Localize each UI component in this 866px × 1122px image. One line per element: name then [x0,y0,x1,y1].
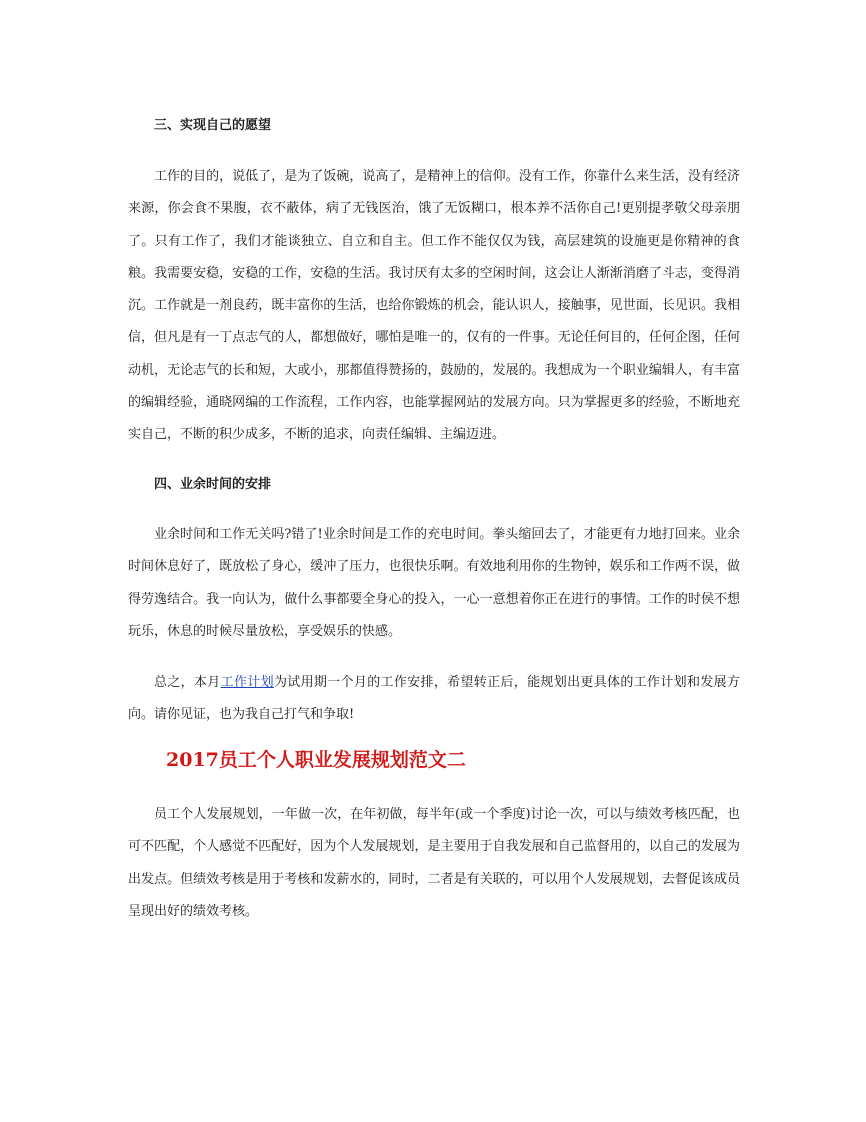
summary-text-after: 为试用期一个月的工作安排，希望转正后，能规划出更具体的工作计划和发展方向。请你见证，也为我自己打气和争取! [128,675,740,723]
article-title: 2017员工个人职业发展规划范文二 [166,749,466,771]
section-paragraph-wishes: 工作的目的，说低了，是为了饭碗，说高了，是精神上的信仰。没有工作，你靠什么来生活，没有经济来源，你会食不果腹，衣不蔽体，病了无钱医治，饿了无饭糊口，根本养不活你自己!更别提孝敬父母亲朋了。只有工作了，我们才能谈独立、自立和自主。但工作不能仅仅为钱，高层建筑的设施更是你精神的食粮。我需要安稳，安稳的工作，安稳的生活。我讨厌有太多的空闲时间，这会让人渐渐消磨了斗志，变得消沉。工作就是一剂良药，既丰富你的生活，也给你锻炼的机会，能认识人，接触事，见世面，长见识。我相信，但凡是有一丁点志气的人，都想做好，哪怕是唯一的，仅有的一件事。无论任何目的，任何企图，任何动机，无论志气的长和短，大或小，那都值得赞扬的，鼓励的，发展的。我想成为一个职业编辑人，有丰富的编辑经验，通晓网编的工作流程，工作内容，也能掌握网站的发展方向。只为掌握更多的经验，不断地充实自己，不断的积少成多，不断的追求，向责任编辑、主编迈进。 [128,169,740,443]
section-paragraph-spare-time: 业余时间和工作无关吗?错了!业余时间是工作的充电时间。拳头缩回去了，才能更有力地打回来。业余时间休息好了，既放松了身心，缓冲了压力，也很快乐啊。有效地利用你的生物钟，娱乐和工作两不误，做得劳逸结合。我一向认为，做什么事都要全身心的投入，一心一意想着你正在进行的事情。工作的时侯不想玩乐，休息的时候尽量放松，享受娱乐的快感。 [128,527,740,639]
section-heading-spare-time: 四、业余时间的安排 [154,477,272,492]
summary-text-before: 总之，本月 [154,675,221,690]
work-plan-link[interactable]: 工作计划 [220,675,274,690]
section-heading-wishes: 三、实现自己的愿望 [154,118,272,133]
summary-paragraph [128,667,740,732]
article-paragraph: 员工个人发展规划，一年做一次，在年初做，每半年(或一个季度)讨论一次，可以与绩效考核匹配，也可不匹配，个人感觉不匹配好，因为个人发展规划，是主要用于自我发展和自己监督用的，以自己的发展为出发点。但绩效考核是用于考核和发薪水的，同时，二者是有关联的，可以用个人发展规划，去督促该成员呈现出好的绩效考核。 [128,807,740,919]
